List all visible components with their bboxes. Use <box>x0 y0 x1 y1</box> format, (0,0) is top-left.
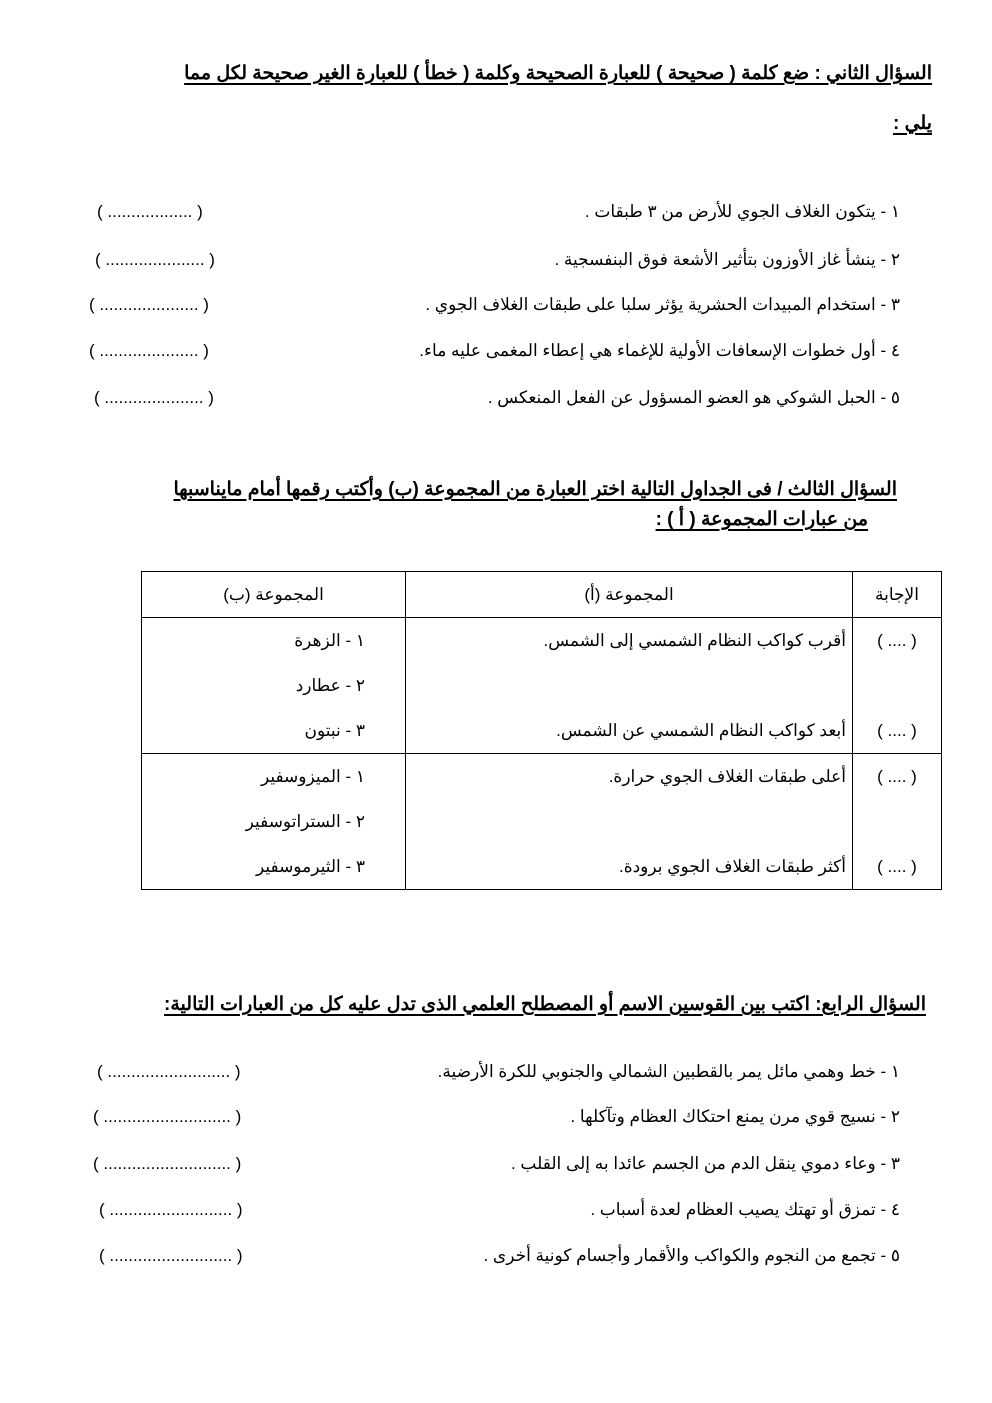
answer-blank[interactable]: ( .... ) <box>877 631 917 650</box>
group-b-cell <box>142 618 406 754</box>
q3-heading-line1: السؤال الثالث / فى الجداول التالية اختر العبارة من المجموعة (ب) وأكتب رقمها أمام مايناسبها <box>173 479 897 500</box>
q2-answer-blank-4[interactable]: ( ..................... ) <box>89 341 209 360</box>
matching-table <box>141 571 942 890</box>
q3-heading-line2: من عبارات المجموعة ( أ ) : <box>655 509 868 530</box>
group-a-cell <box>406 618 853 754</box>
q4-item-3: ٣ - وعاء دموي ينقل الدم من الجسم عائدا به إلى القلب . <box>510 1154 900 1173</box>
q2-item-5: ٥ - الحبل الشوكي هو العضو المسؤول عن الفعل المنعكس . <box>487 388 900 407</box>
q4-answer-blank-5[interactable]: ( .......................... ) <box>99 1246 243 1265</box>
group-b-item: ١ - الميزوسفير <box>260 767 365 786</box>
answer-blank[interactable]: ( .... ) <box>877 721 917 740</box>
table-group-row <box>142 618 942 754</box>
q2-item-4: ٤ - أول خطوات الإسعافات الأولية للإغماء هي إعطاء المغمى عليه ماء. <box>419 341 900 360</box>
group-a-item: أبعد كواكب النظام الشمسي عن الشمس. <box>556 721 846 740</box>
answer-blank[interactable]: ( .... ) <box>877 767 917 786</box>
answer-blank[interactable]: ( .... ) <box>877 857 917 876</box>
q4-answer-blank-4[interactable]: ( .......................... ) <box>99 1200 243 1219</box>
q2-item-3: ٣ - استخدام المبيدات الحشرية يؤثر سلبا على طبقات الغلاف الجوي . <box>425 295 900 314</box>
q2-answer-blank-3[interactable]: ( ..................... ) <box>89 295 209 314</box>
q4-item-2: ٢ - نسيج قوي مرن يمنع احتكاك العظام وتآكلها . <box>570 1107 900 1126</box>
q2-heading-line1: السؤال الثاني : ضع كلمة ( صحيحة ) للعبارة الصحيحة وكلمة ( خطأ ) للعبارة الغير صحيحة لكل مما <box>184 63 932 84</box>
q4-item-1: ١ - خط وهمي مائل يمر بالقطبين الشمالي والجنوبي للكرة الأرضية. <box>437 1062 900 1081</box>
q2-heading-line2: يلي : <box>892 113 932 134</box>
q4-heading: السؤال الرابع: اكتب بين القوسين الاسم أو المصطلح العلمي الذى تدل عليه كل من العبارات التالية: <box>164 994 926 1015</box>
group-b-item: ٢ - عطارد <box>295 676 365 695</box>
group-a-cell <box>406 754 853 890</box>
q4-answer-blank-3[interactable]: ( ........................... ) <box>93 1154 242 1173</box>
group-b-item: ٣ - الثيرموسفير <box>255 857 365 876</box>
q2-answer-blank-2[interactable]: ( ..................... ) <box>95 250 215 269</box>
group-b-cell <box>142 754 406 890</box>
header-group-a: المجموعة (أ) <box>406 572 853 618</box>
group-b-item: ١ - الزهرة <box>294 631 365 650</box>
group-a-item: أكثر طبقات الغلاف الجوي برودة. <box>618 857 846 876</box>
q2-answer-blank-1[interactable]: ( .................. ) <box>97 202 203 221</box>
q2-item-2: ٢ - ينشأ غاز الأوزون بتأثير الأشعة فوق البنفسجية . <box>554 250 900 269</box>
group-a-item: أعلى طبقات الغلاف الجوي حرارة. <box>608 767 846 786</box>
q4-answer-blank-2[interactable]: ( ........................... ) <box>93 1107 242 1126</box>
header-group-b: المجموعة (ب) <box>142 572 406 618</box>
header-answer: الإجابة <box>853 572 942 618</box>
q4-item-4: ٤ - تمزق أو تهتك يصيب العظام لعدة أسباب . <box>590 1200 900 1219</box>
group-b-item: ٣ - نبتون <box>304 721 365 740</box>
group-a-item: أقرب كواكب النظام الشمسي إلى الشمس. <box>543 631 846 650</box>
q4-answer-blank-1[interactable]: ( .......................... ) <box>97 1062 241 1081</box>
table-group-row <box>142 754 942 890</box>
table-header-row <box>142 572 942 618</box>
group-b-item: ٢ - الستراتوسفير <box>245 812 365 831</box>
q4-item-5: ٥ - تجمع من النجوم والكواكب والأقمار وأجسام كونية أخرى . <box>483 1246 900 1265</box>
q2-answer-blank-5[interactable]: ( ..................... ) <box>94 388 214 407</box>
answer-cell <box>853 618 942 754</box>
q2-item-1: ١ - يتكون الغلاف الجوي للأرض من ٣ طبقات . <box>584 202 900 221</box>
answer-cell <box>853 754 942 890</box>
